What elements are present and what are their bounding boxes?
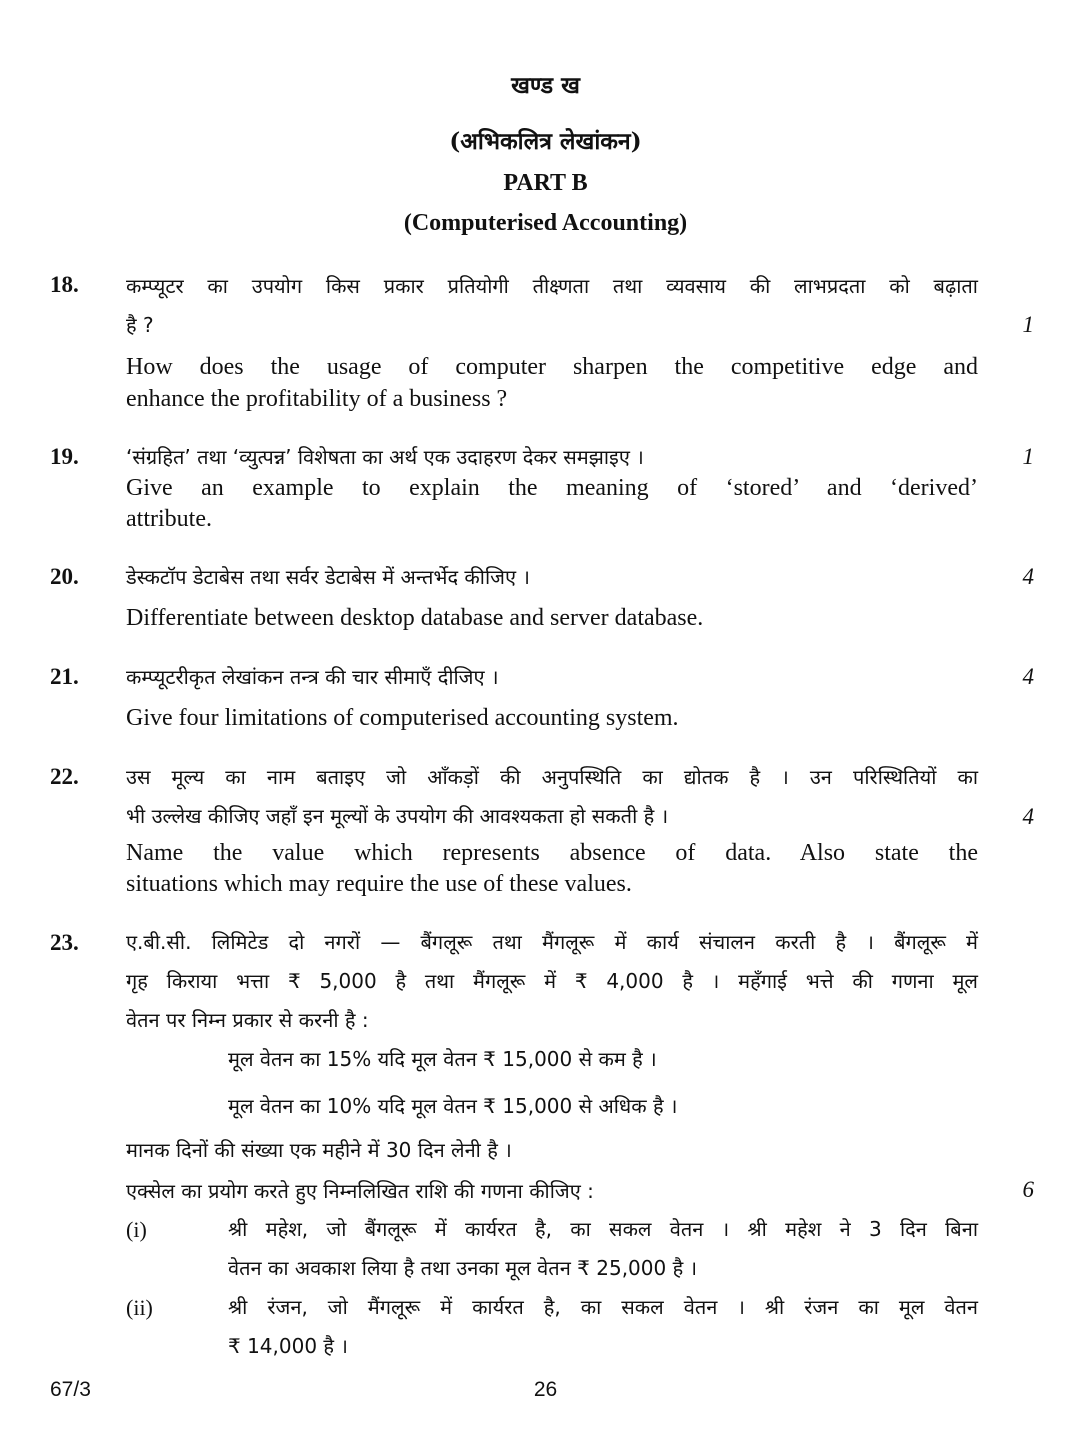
sub-question-text: वेतन का अवकाश लिया है तथा उनका मूल वेतन ₹ 25,000 है ।: [228, 1256, 698, 1280]
question-text-hindi: भी उल्लेख कीजिए जहाँ इन मूल्यों के उपयोग की आवश्यकता हो सकती है ।: [126, 804, 669, 828]
sub-question-text: श्री महेश, जो बैंगलूरू में कार्यरत है, का सकल वेतन । श्री महेश ने 3 दिन बिना: [228, 1217, 978, 1241]
part-title: PART B: [503, 170, 588, 196]
question-text-english: How does the usage of computer sharpen the competitive edge and: [126, 354, 978, 380]
question-number: 18.: [50, 272, 79, 297]
sub-question-text: ₹ 14,000 है ।: [228, 1334, 348, 1358]
question-text-hindi: है ?: [126, 313, 154, 337]
question-text-hindi: कम्प्यूटरीकृत लेखांकन तन्त्र की चार सीमाएँ दीजिए ।: [126, 665, 499, 689]
question-text-english: Name the value which represents absence of data. Also state the: [126, 840, 978, 866]
part-subtitle: (Computerised Accounting): [403, 210, 688, 236]
marks: 1: [1022, 312, 1034, 337]
question-text-english: enhance the profitability of a business ?: [126, 386, 508, 412]
sub-question-label: (i): [126, 1217, 147, 1242]
question-text-english: attribute.: [126, 506, 212, 532]
marks: 6: [1022, 1177, 1034, 1202]
section-subtitle-hindi: (अभिकलित्र लेखांकन): [449, 128, 642, 155]
question-text-hindi: मानक दिनों की संख्या एक महीने में 30 दिन लेनी है ।: [126, 1138, 512, 1162]
question-text-hindi: कम्प्यूटर का उपयोग किस प्रकार प्रतियोगी तीक्ष्णता तथा व्यवसाय की लाभप्रदता को बढ़ाता: [126, 274, 978, 298]
question-text-hindi: एक्सेल का प्रयोग करते हुए निम्नलिखित राशि की गणना कीजिए :: [126, 1179, 594, 1203]
question-number: 23.: [50, 930, 79, 955]
question-number: 19.: [50, 444, 79, 469]
question-number: 22.: [50, 764, 79, 789]
marks: 4: [1022, 804, 1034, 829]
question-text-hindi: ‘संग्रहित’ तथा ‘व्युत्पन्न’ विशेषता का अर्थ एक उदाहरण देकर समझाइए ।: [126, 445, 644, 469]
marks: 4: [1022, 564, 1034, 589]
question-text-hindi: उस मूल्य का नाम बताइए जो आँकड़ों की अनुपस्थिति का द्योतक है । उन परिस्थितियों का: [126, 765, 978, 789]
question-text-english: Differentiate between desktop database and server database.: [126, 605, 704, 631]
question-text-english: Give four limitations of computerised accounting system.: [126, 705, 679, 731]
section-title-hindi: खण्ड ख: [511, 72, 580, 99]
page-number: 26: [533, 1378, 558, 1401]
question-text-english: Give an example to explain the meaning of ‘stored’ and ‘derived’: [126, 475, 978, 501]
question-number: 21.: [50, 664, 79, 689]
paper-code: 67/3: [50, 1378, 91, 1401]
question-text-hindi: वेतन पर निम्न प्रकार से करनी है :: [126, 1008, 369, 1032]
condition-line: मूल वेतन का 10% यदि मूल वेतन ₹ 15,000 से अधिक है ।: [228, 1094, 678, 1118]
marks: 4: [1022, 664, 1034, 689]
question-text-english: situations which may require the use of these values.: [126, 871, 632, 897]
condition-line: मूल वेतन का 15% यदि मूल वेतन ₹ 15,000 से कम है ।: [228, 1047, 657, 1071]
sub-question-label: (ii): [126, 1295, 153, 1320]
question-text-hindi: ए.बी.सी. लिमिटेड दो नगरों — बैंगलूरू तथा मैंगलूरू में कार्य संचालन करती है । बैंगलूरू में: [126, 930, 978, 954]
marks: 1: [1022, 444, 1034, 469]
sub-question-text: श्री रंजन, जो मैंगलूरू में कार्यरत है, का सकल वेतन । श्री रंजन का मूल वेतन: [228, 1295, 978, 1319]
question-text-hindi: डेस्कटॉप डेटाबेस तथा सर्वर डेटाबेस में अन्तर्भेद कीजिए ।: [126, 565, 530, 589]
question-text-hindi: गृह किराया भत्ता ₹ 5,000 है तथा मैंगलूरू में ₹ 4,000 है । महँगाई भत्ते की गणना मूल: [126, 969, 978, 993]
question-number: 20.: [50, 564, 79, 589]
